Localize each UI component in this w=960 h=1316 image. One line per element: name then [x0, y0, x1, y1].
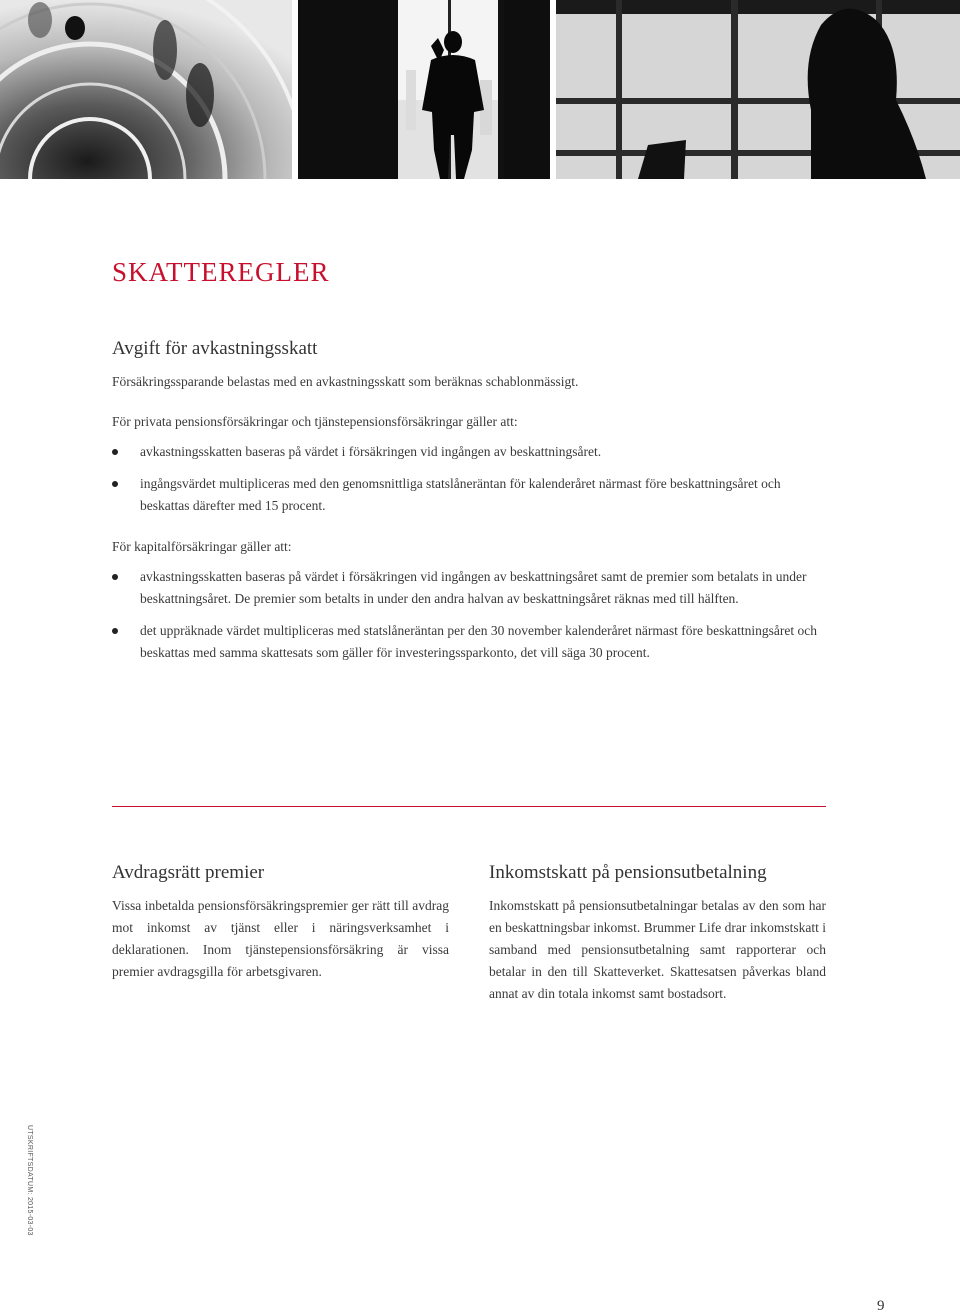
header-photo-strip — [0, 0, 960, 179]
bullet-icon — [112, 481, 118, 487]
photo-spiral-staircase — [0, 0, 292, 179]
private-pension-bullets — [112, 441, 832, 527]
bullet-icon — [112, 449, 118, 455]
list-item — [112, 620, 832, 664]
avkastningsskatt-heading: Avgift för avkastningsskatt — [112, 338, 318, 359]
capital-insurance-bullets — [112, 566, 832, 674]
list-item — [112, 566, 832, 610]
page-title: SKATTEREGLER — [112, 257, 330, 287]
capital-insurance-intro: För kapitalförsäkringar gäller att: — [112, 539, 292, 554]
list-item — [112, 441, 832, 463]
print-date-note: UTSKRIFTSDATUM: 2015-03-03 — [26, 1125, 33, 1236]
list-item-text: ingångsvärdet multipliceras med den genomsnittliga statslåneräntan för kalenderåret närmast före beskattningsåret och beskattas därefter med 15 procent. — [140, 476, 781, 513]
bullet-icon — [112, 574, 118, 580]
avkastningsskatt-intro: Försäkringssparande belastas med en avkastningsskatt som beräknas schablonmässigt. — [112, 374, 579, 389]
photo-man-window — [298, 0, 550, 179]
bullet-icon — [112, 628, 118, 634]
inkomstskatt-heading: Inkomstskatt på pensionsutbetalning — [489, 862, 767, 883]
list-item-text: avkastningsskatten baseras på värdet i försäkringen vid ingången av beskattningsåret. — [140, 444, 602, 459]
section-divider — [112, 806, 826, 807]
list-item-text: avkastningsskatten baseras på värdet i försäkringen vid ingången av beskattningsåret samt de premier som betalats in under beskattningsåret. De premier som betalts in under den andra halvan av beskattningsåret räknas med till hälften. — [140, 569, 807, 606]
avdragsratt-body: Vissa inbetalda pensionsförsäkringspremier ger rätt till avdrag mot inkomst av tjänst eller i näringsverksamhet i deklarationen. Inom tjänstepensionsförsäkring är vissa premier avdragsgilla för arbetsgivaren. — [112, 898, 449, 979]
inkomstskatt-body: Inkomstskatt på pensionsutbetalningar betalas av den som har en beskattningsbar inkomst. Brummer Life drar inkomstskatt i samband med pensionsutbetalning samt rapporterar och betalar in den till Skatteverket. Skattesatsen påverkas bland annat av din totala inkomst samt bostadsort. — [489, 898, 826, 1001]
avdragsratt-heading: Avdragsrätt premier — [112, 862, 265, 883]
page-number: 9 — [877, 1298, 885, 1314]
list-item — [112, 473, 832, 517]
private-pension-intro: För privata pensionsförsäkringar och tjänstepensionsförsäkringar gäller att: — [112, 414, 518, 429]
photo-woman-laptop — [556, 0, 960, 179]
list-item-text: det uppräknade värdet multipliceras med statslåneräntan per den 30 november kalenderåret närmast före beskattningsåret och beskattas med samma skattesats som gäller för investeringssparkonto, det vill säga 30 procent. — [140, 623, 817, 660]
